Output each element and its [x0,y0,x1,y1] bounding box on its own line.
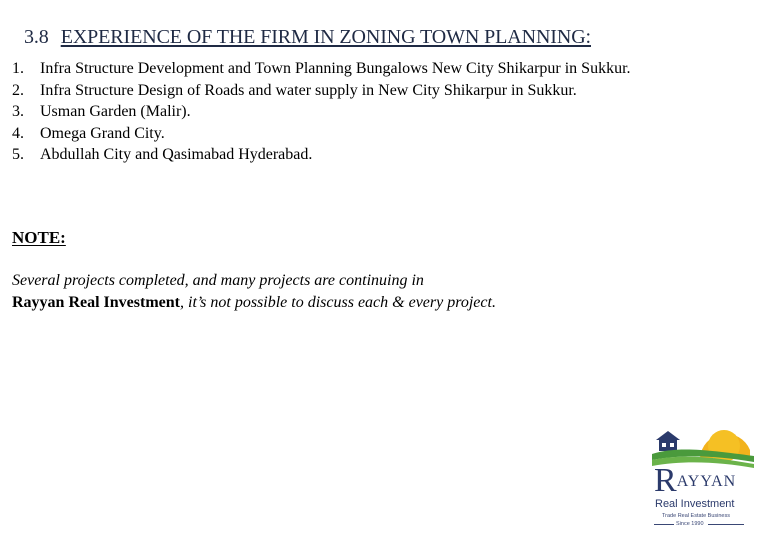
note-label: NOTE: [12,228,66,247]
list-item-number: 1. [12,60,24,77]
list-item-number: 4. [12,124,24,142]
list-item-text: Infra Structure Design of Roads and water supply in New City Shikarpur in Sukkur. [40,81,577,99]
list-item-text: Infra Structure Development and Town Planning Bungalows New City Shikarpur in Sukkur. [40,60,631,77]
company-name: Rayyan Real Investment [12,294,180,311]
brand-since: Since 1990 [676,521,704,527]
note-line-2-rest: , it’s not possible to discuss each & every project. [180,294,496,311]
brand-subtitle: Real Investment [655,498,735,510]
note-line-2 [12,292,496,314]
divider [654,524,674,525]
list-item [12,101,631,123]
brand-initial: R [654,462,677,499]
list-item-number: 2. [12,81,24,99]
list-item-text: Omega Grand City. [40,124,165,142]
brand-tagline: Trade Real Estate Business [662,513,730,519]
brand-rest: AYYAN [676,473,737,490]
divider [708,524,744,525]
section-number: 3.8 [24,26,49,48]
list-item-number: 5. [12,146,24,163]
note-line-1: Several projects completed, and many projects are continuing in [12,272,424,289]
list-item [12,58,631,80]
project-list [12,58,631,166]
list-item-text: Abdullah City and Qasimabad Hyderabad. [40,146,313,163]
section-title: EXPERIENCE OF THE FIRM IN ZONING TOWN PLANNING: [60,26,591,48]
list-item [12,80,631,102]
company-logo [648,420,758,532]
note-body [12,270,496,314]
list-item-number: 3. [12,103,24,120]
list-item [12,144,631,166]
house-icon [656,431,680,451]
list-item [12,123,631,145]
brand-name [654,464,758,498]
list-item-text: Usman Garden (Malir). [40,103,191,120]
section-heading [24,26,591,49]
